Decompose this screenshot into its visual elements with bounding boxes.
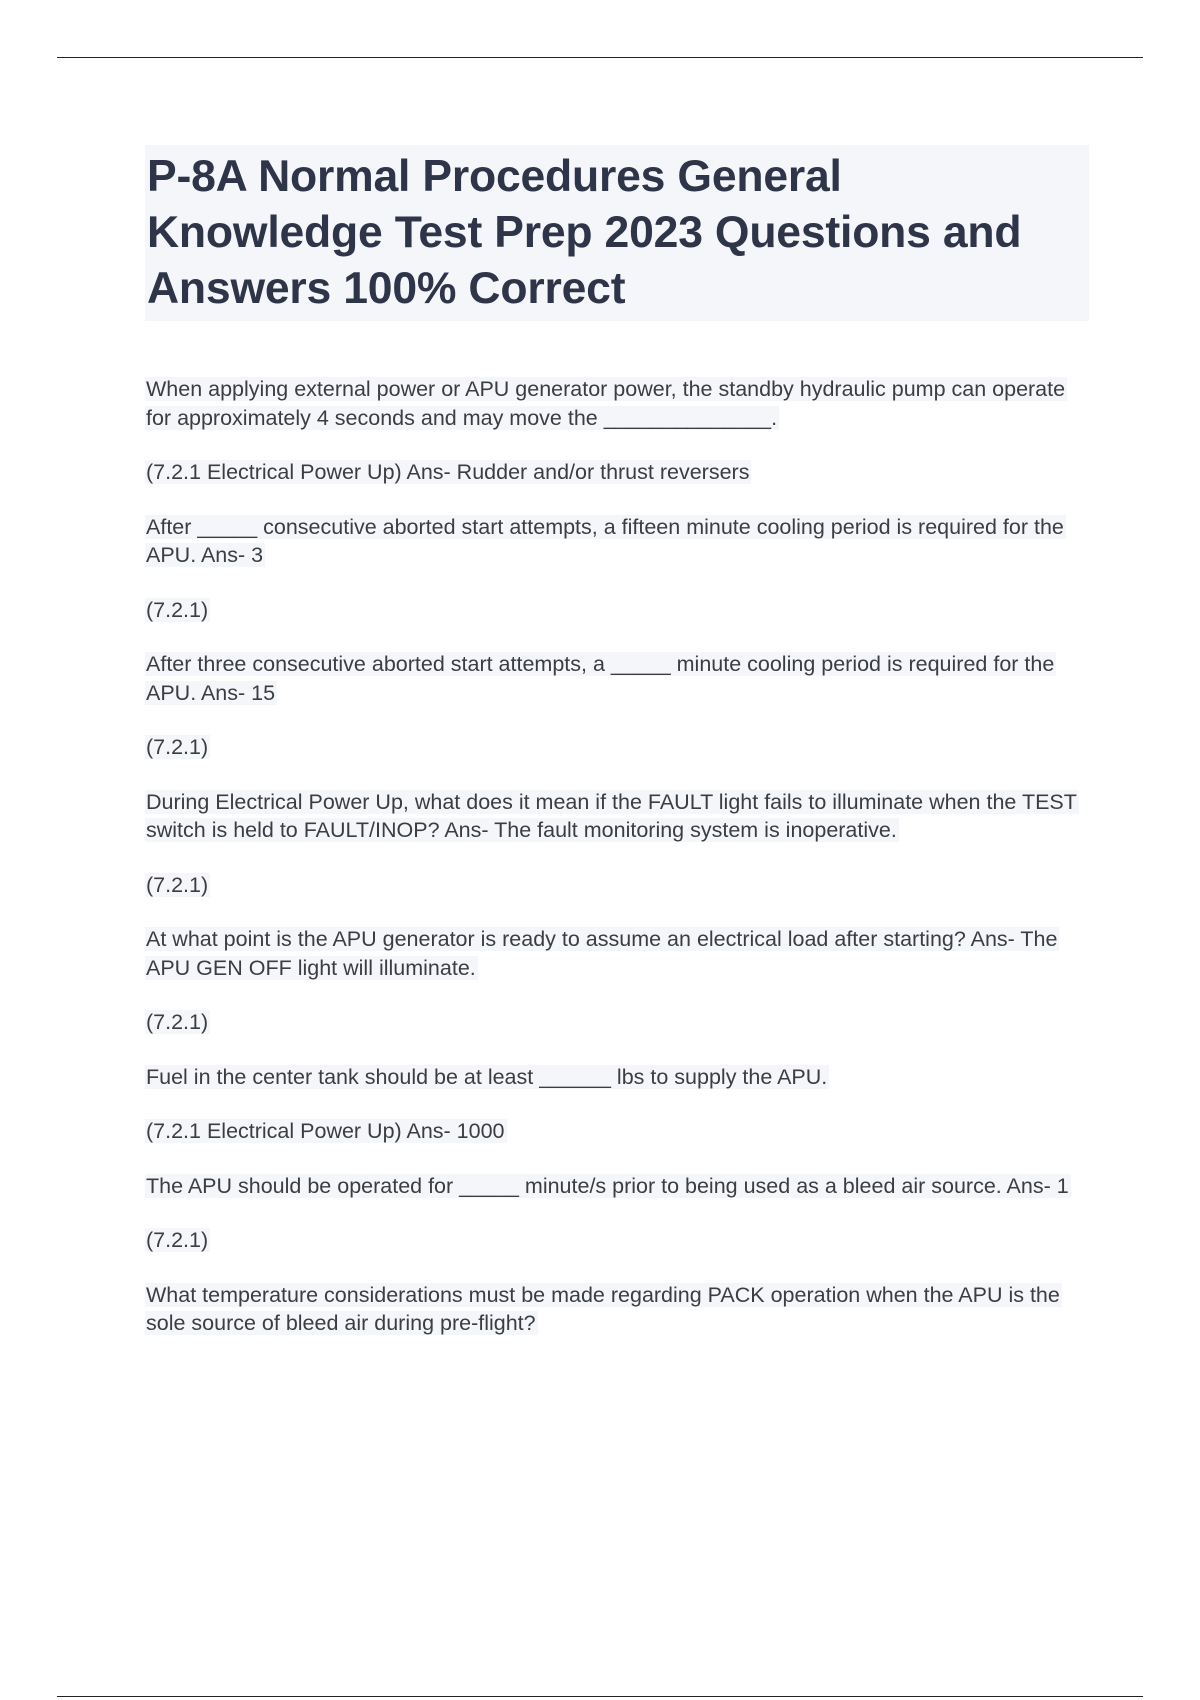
question-aborted-starts-count: After _____ consecutive aborted start attempts, a fifteen minute cooling period is required for the APU. Ans- 3: [146, 514, 1064, 567]
reference-cooling-period: (7.2.1): [146, 735, 209, 759]
question-cooling-period: After three consecutive aborted start attempts, a _____ minute cooling period is required for the APU. Ans- 15: [146, 652, 1055, 705]
question-bleed-air-warmup: The APU should be operated for _____ minute/s prior to being used as a bleed air source. Ans- 1: [146, 1173, 1069, 1198]
question-center-tank-fuel: Fuel in the center tank should be at least ______ lbs to supply the APU.: [146, 1064, 828, 1089]
reference-bleed-air-warmup: (7.2.1): [146, 1228, 209, 1252]
answer-apu-hydraulic-pump: (7.2.1 Electrical Power Up) Ans- Rudder and/or thrust reversers: [146, 460, 750, 484]
top-rule: [57, 57, 1143, 58]
question-fault-light: During Electrical Power Up, what does it mean if the FAULT light fails to illuminate when the TEST switch is held to FAULT/INOP? Ans- The fault monitoring system is inoperative.: [146, 789, 1077, 842]
reference-fault-light: (7.2.1): [146, 872, 209, 897]
page-content: [145, 145, 1089, 1364]
question-apu-generator-load: At what point is the APU generator is ready to assume an electrical load after starting? Ans- The APU GEN OFF light will illuminate.: [146, 927, 1058, 980]
document-title: P-8A Normal Procedures General Knowledge Test Prep 2023 Questions and Answers 100% Correct: [145, 145, 1089, 321]
reference-apu-generator-load: (7.2.1): [146, 1010, 209, 1034]
qa-list: [145, 375, 1089, 1338]
question-pack-temperature: What temperature considerations must be made regarding PACK operation when the APU is the sole source of bleed air during pre-flight?: [146, 1282, 1060, 1335]
answer-center-tank-fuel: (7.2.1 Electrical Power Up) Ans- 1000: [146, 1119, 505, 1143]
question-apu-hydraulic-pump: When applying external power or APU generator power, the standby hydraulic pump can operate for approximately 4 seconds and may move the ______________.: [146, 377, 1066, 430]
bottom-rule: [57, 1696, 1143, 1697]
reference-aborted-starts-count: (7.2.1): [146, 597, 209, 622]
